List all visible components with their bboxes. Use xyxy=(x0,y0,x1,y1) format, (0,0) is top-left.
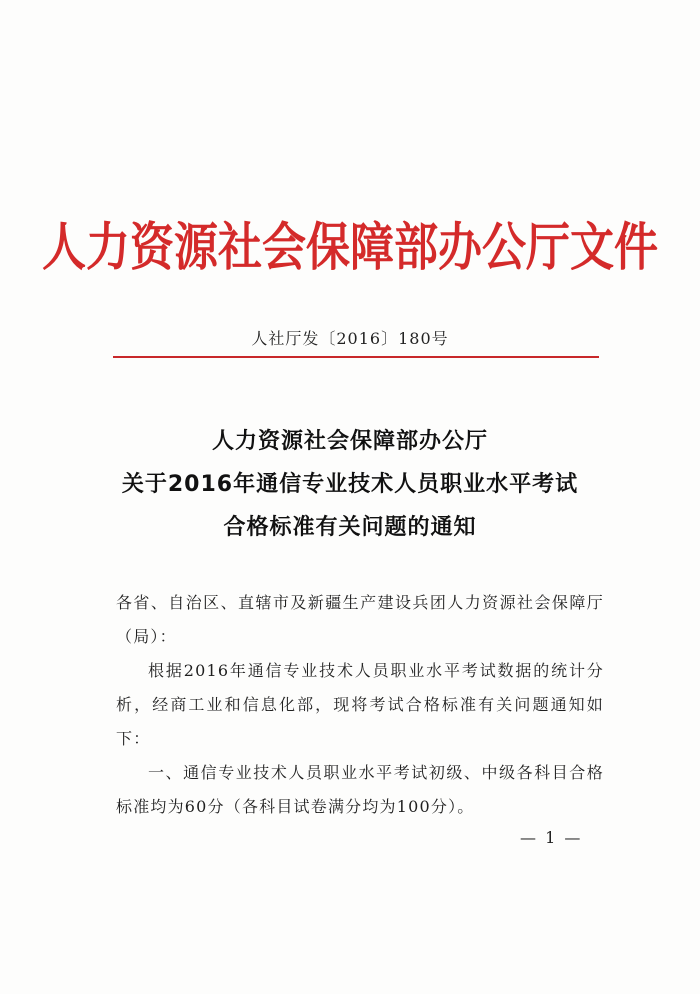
page-number: — 1 — xyxy=(520,828,583,847)
paragraph-passing-standard: 一、通信专业技术人员职业水平考试初级、中级各科目合格标准均为60分（各科目试卷满分均为100分）。 xyxy=(116,763,604,816)
recipients-line: 各省、自治区、直辖市及新疆生产建设兵团人力资源社会保障厅（局）： xyxy=(116,593,604,646)
notice-title-line-1: 人力资源社会保障部办公厅 xyxy=(211,429,488,454)
notice-title-line-3: 合格标准有关问题的通知 xyxy=(223,515,477,540)
red-header-rule xyxy=(113,356,599,358)
body-text xyxy=(116,586,604,824)
notice-title-line-2: 关于2016年通信专业技术人员职业水平考试 xyxy=(121,472,579,497)
paragraph-intro: 根据2016年通信专业技术人员职业水平考试数据的统计分析，经商工业和信息化部，现将考试合格标准有关问题通知如下： xyxy=(116,661,604,748)
notice-title xyxy=(0,420,700,549)
document-number: 人社厅发〔2016〕180号 xyxy=(251,329,449,348)
agency-header-title: 人力资源社会保障部办公厅文件 xyxy=(42,217,658,279)
